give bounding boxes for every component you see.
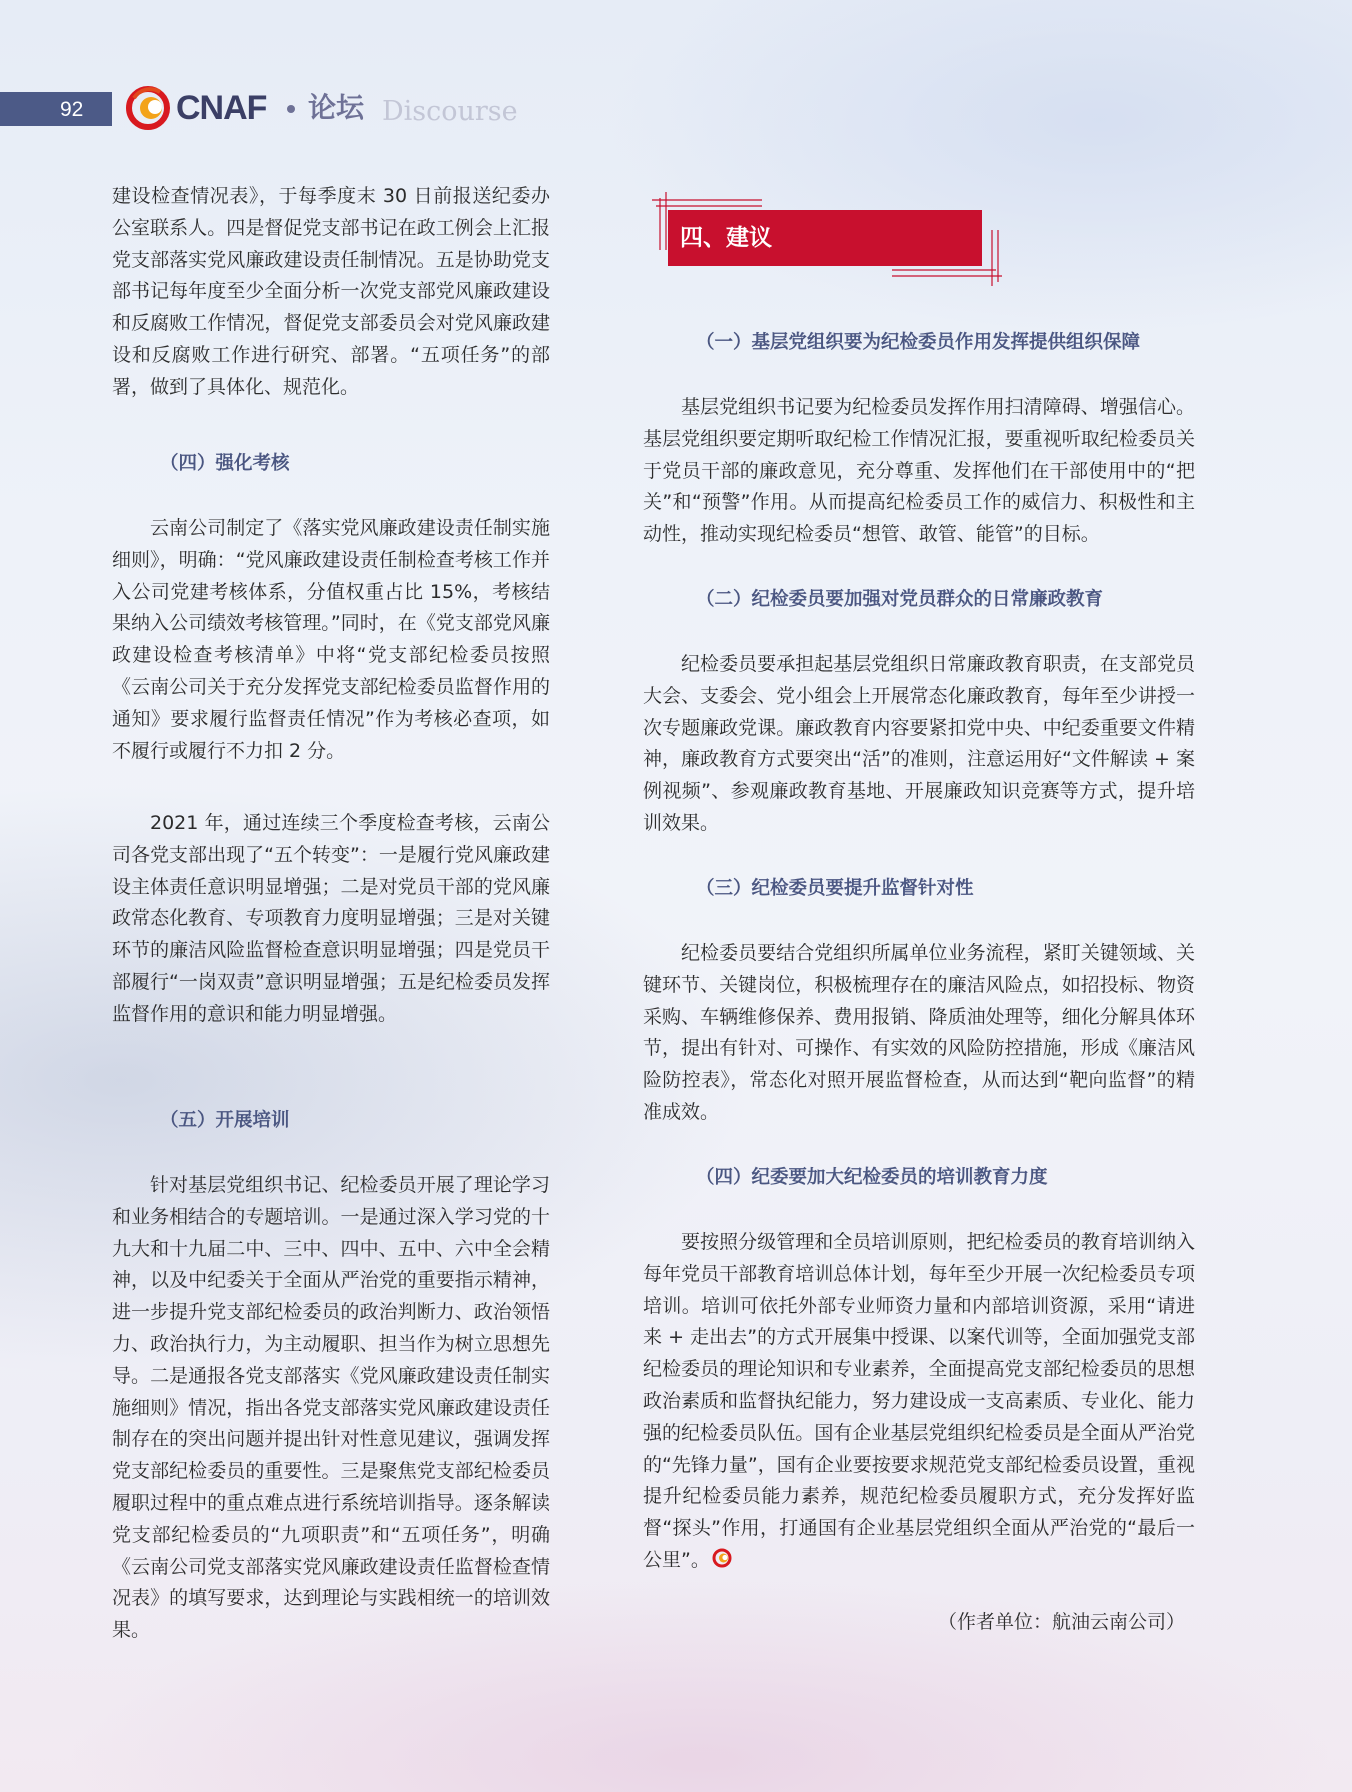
right-paragraph-1: 基层党组织书记要为纪检委员发挥作用扫清障碍、增强信心。基层党组织要定期听取纪检工作情况汇报，要重视听取纪检委员关于党员干部的廉政意见，充分尊重、发挥他们在干部使用中的“把关”和“预警”作用。从而提高纪检委员工作的威信力、积极性和主动性，推动实现纪检委员“想管、敢管、能管”的目标。: [643, 396, 1195, 546]
section-name-en: Discourse: [382, 96, 518, 127]
left-subheading-4: （四）强化考核: [160, 453, 290, 474]
section-name-cn: 论坛: [308, 91, 365, 124]
right-subheading-1: （一）基层党组织要为纪检委员作用发挥提供组织保障: [696, 332, 1141, 353]
right-subheading-2: （二）纪检委员要加强对党员群众的日常廉政教育: [696, 589, 1104, 610]
brand-name: CNAF: [176, 89, 267, 127]
section-heading: 四、建议: [668, 210, 982, 266]
left-subheading-5: （五）开展培训: [160, 1110, 290, 1131]
author-affiliation: （作者单位：航油云南公司）: [937, 1611, 1185, 1633]
right-paragraph-4-text: 要按照分级管理和全员培训原则，把纪检委员的教育培训纳入每年党员干部教育培训总体计划，每年至少开展一次纪检委员专项培训。培训可依托外部专业师资力量和内部培训资源，采用“请进来 + 走出去”的方式开展集中授课、以案代训等，全面加强党支部纪检委员的理论知识和专业素养，全面提高党支部纪检委员的思想政治素质和监督执纪能力，努力建设成一支高素质、专业化、能力强的纪检委员队伍。国有企业基层党组织纪检委员是全面从严治党的“先锋力量”，国有企业要按要求规范党支部纪检委员设置，重视提升纪检委员能力素养，规范纪检委员履职方式，充分发挥好监督“探头”作用，打通国有企业基层党组织全面从严治党的“最后一公里”。: [643, 1231, 1195, 1571]
cnaf-logo-icon: [126, 86, 170, 130]
right-subheading-4: （四）纪委要加大纪检委员的培训教育力度: [696, 1167, 1048, 1188]
left-paragraph-4: 针对基层党组织书记、纪检委员开展了理论学习和业务相结合的专题培训。一是通过深入学习党的十九大和十九届二中、三中、四中、五中、六中全会精神，以及中纪委关于全面从严治党的重要指示精神，进一步提升党支部纪检委员的政治判断力、政治领悟力、政治执行力，为主动履职、担当作为树立思想先导。二是通报各党支部落实《党风廉政建设责任制实施细则》情况，指出各党支部落实党风廉政建设责任制存在的突出问题并提出针对性意见建议，强调发挥党支部纪检委员的重要性。三是聚焦党支部纪检委员履职过程中的重点难点进行系统培训指导。逐条解读党支部纪检委员的“九项职责”和“五项任务”，明确《云南公司党支部落实党风廉政建设责任监督检查情况表》的填写要求，达到理论与实践相统一的培训效果。: [112, 1174, 550, 1642]
right-subheading-3: （三）纪检委员要提升监督针对性: [696, 878, 974, 899]
left-paragraph-3: 2021 年，通过连续三个季度检查考核，云南公司各党支部出现了“五个转变”：一是履行党风廉政建设主体责任意识明显增强；二是对党员干部的党风廉政常态化教育、专项教育力度明显增强；三是对关键环节的廉洁风险监督检查意识明显增强；四是党员干部履行“一岗双责”意识明显增强；五是纪检委员发挥监督作用的意识和能力明显增强。: [112, 812, 550, 1025]
left-paragraph-2: 云南公司制定了《落实党风廉政建设责任制实施细则》，明确：“党风廉政建设责任制检查考核工作并入公司党建考核体系，分值权重占比 15%，考核结果纳入公司绩效考核管理。”同时，在《党支部党风廉政建设检查考核清单》中将“党支部纪检委员按照《云南公司关于充分发挥党支部纪检委员监督作用的通知》要求履行监督责任情况”作为考核必查项，如不履行或履行不力扣 2 分。: [112, 517, 550, 762]
right-paragraph-2: 纪检委员要承担起基层党组织日常廉政教育职责，在支部党员大会、支委会、党小组会上开展常态化廉政教育，每年至少讲授一次专题廉政党课。廉政教育内容要紧扣党中央、中纪委重要文件精神，廉政教育方式要突出“活”的准则，注意运用好“文件解读 + 案例视频”、参观廉政教育基地、开展廉政知识竞赛等方式，提升培训效果。: [643, 653, 1195, 834]
page-number: 92: [60, 98, 84, 121]
left-paragraph-1: 建设检查情况表》，于每季度末 30 日前报送纪委办公室联系人。四是督促党支部书记在政工例会上汇报党支部落实党风廉政建设责任制情况。五是协助党支部书记每年度至少全面分析一次党支部党风廉政建设和反腐败工作情况，督促党支部委员会对党风廉政建设和反腐败工作进行研究、部署。“五项任务”的部署，做到了具体化、规范化。: [112, 185, 550, 398]
right-paragraph-3: 纪检委员要结合党组织所属单位业务流程，紧盯关键领域、关键环节、关键岗位，积极梳理存在的廉洁风险点，如招投标、物资采购、车辆维修保养、费用报销、降质油处理等，细化分解具体环节，提出有针对、可操作、有实效的风险防控措施，形成《廉洁风险防控表》，常态化对照开展监督检查，从而达到“靶向监督”的精准成效。: [643, 942, 1195, 1123]
brand-separator-dot: [287, 105, 295, 113]
right-paragraph-4: [643, 1227, 1195, 1577]
end-mark-logo-icon: [712, 1548, 732, 1568]
